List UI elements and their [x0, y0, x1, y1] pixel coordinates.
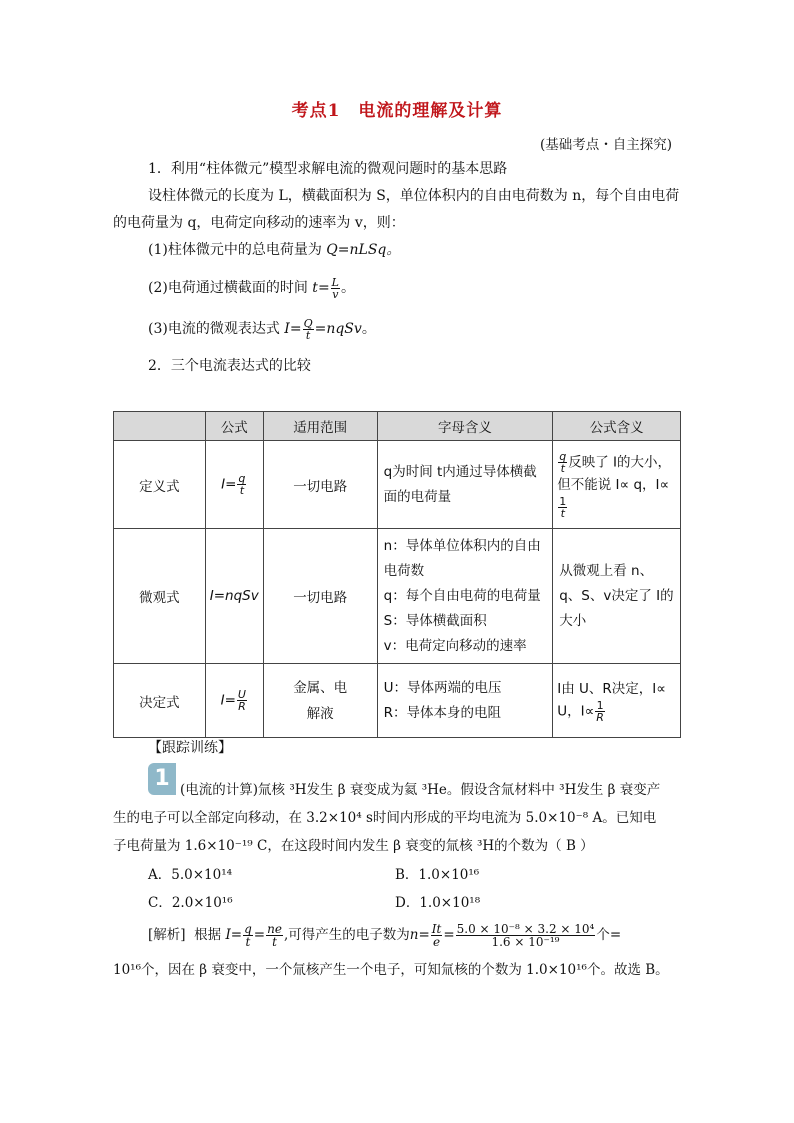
table-header-row [114, 412, 681, 441]
row-range: 一切电路 [263, 529, 377, 664]
comparison-table [113, 411, 681, 738]
question-line-2: 生的电子可以全部定向移动，在 3.2×10⁴ s时间内形成的平均电流为 5.0×10⁻⁸ A。已知电 [113, 810, 657, 826]
item-1: (1)柱体微元中的总电荷量为 Q=nLSq。 [148, 242, 401, 258]
title-number: 考点1 [291, 101, 341, 121]
row-letter-meaning: U：导体两端的电压 R：导体本身的电阻 [377, 664, 553, 738]
table-header-cell [114, 412, 206, 441]
row-formula: I=nqSv [205, 529, 263, 664]
row-formula-meaning: 从微观上看 n、q、S、v决定了 I的大小 [553, 529, 681, 664]
question-line-1: (电流的计算)氚核 ³H发生 β 衰变成为氦 ³He。假设含氚材料中 ³H发生 β 衰变产 [180, 782, 661, 798]
table-row [114, 529, 681, 664]
table-row [114, 664, 681, 738]
item-2: (2)电荷通过横截面的时间 t= $\frac{L}{v}$ 。 [148, 275, 355, 301]
row-formula-meaning: I由 U、R决定，I∝ U，I∝ $\frac{1}{R}$ [553, 664, 681, 738]
row-name: 决定式 [114, 664, 206, 738]
item-1-formula: Q=nLSq。 [326, 242, 401, 258]
row-formula: I= $\frac{U}{R}$ [205, 664, 263, 738]
row-formula: I= $\frac{q}{t}$ [205, 441, 263, 529]
table-row [114, 441, 681, 529]
option-c: C．2.0×10¹⁶ [148, 895, 233, 911]
item-3: (3)电流的微观表达式 I= $\frac{Q}{t}$ =nqSv。 [148, 316, 376, 342]
row-formula-meaning: $\frac{q}{t}$ 反映了 I的大小， 但不能说 I∝ q，I∝ $\frac{1}{t}$ [553, 441, 681, 529]
question-number-badge: 1 [148, 763, 176, 795]
row-range: 一切电路 [263, 441, 377, 529]
title-text: 电流的理解及计算 [358, 101, 503, 121]
solution-label: [解析] [148, 927, 186, 943]
table-header-cell: 字母含义 [377, 412, 553, 441]
fraction-l-over-v: $\frac{L}{v}$ [331, 275, 339, 301]
solution-line-2: 10¹⁶个，因在 β 衰变中，一个氚核产生一个电子，可知氚核的个数为 1.0×10¹⁶个。故选 B。 [113, 962, 669, 978]
table-header-cell: 公式含义 [553, 412, 681, 441]
section1-heading: 1．利用“柱体微元”模型求解电流的微观问题时的基本思路 [148, 161, 508, 177]
solution-line-1: [解析] 根据 I= $\frac{q}{t}$ = $\frac{ne}{t}$ ,可得产生的电子数为n= $\frac{It}{e}$ = $\frac{\text{5.0 × 10⁻⁸ × 3.2 × 10⁴}}{\text{1.6 × 10⁻¹⁹}}$ 个= [148, 922, 622, 949]
section-tag: (基础考点・自主探究) [539, 137, 672, 153]
row-range: 金属、电解液 [263, 664, 377, 738]
row-letter-meaning: q为时间 t内通过导体横截面的电荷量 [377, 441, 553, 529]
intro-line-1: 设柱体微元的长度为 L，横截面积为 S，单位体积内的自由电荷数为 n，每个自由电荷 [148, 188, 680, 204]
option-a: A．5.0×10¹⁴ [148, 867, 233, 883]
solution-fraction: $\frac{\text{5.0 × 10⁻⁸ × 3.2 × 10⁴}}{\text{1.6 × 10⁻¹⁹}}$ [456, 922, 595, 949]
question-line-3: 子电荷量为 1.6×10⁻¹⁹ C，在这段时间内发生 β 衰变的氚核 ³H的个数为（ B ） [113, 838, 594, 854]
option-b: B．1.0×10¹⁶ [395, 867, 480, 883]
table-header-cell: 公式 [205, 412, 263, 441]
intro-line-2: 的电荷量为 q，电荷定向移动的速率为 v，则： [113, 215, 405, 231]
row-name: 定义式 [114, 441, 206, 529]
row-name: 微观式 [114, 529, 206, 664]
fraction-q-over-t: $\frac{Q}{t}$ [303, 316, 313, 342]
practice-label: 【跟踪训练】 [148, 740, 232, 756]
row-letter-meaning: n：导体单位体积内的自由电荷数 q：每个自由电荷的电荷量 S：导体横截面积 v：电荷定向移动的速率 [377, 529, 553, 664]
section2-heading: 2．三个电流表达式的比较 [148, 358, 311, 374]
table-header-cell: 适用范围 [263, 412, 377, 441]
section-title [0, 96, 794, 121]
option-d: D．1.0×10¹⁸ [395, 895, 481, 911]
